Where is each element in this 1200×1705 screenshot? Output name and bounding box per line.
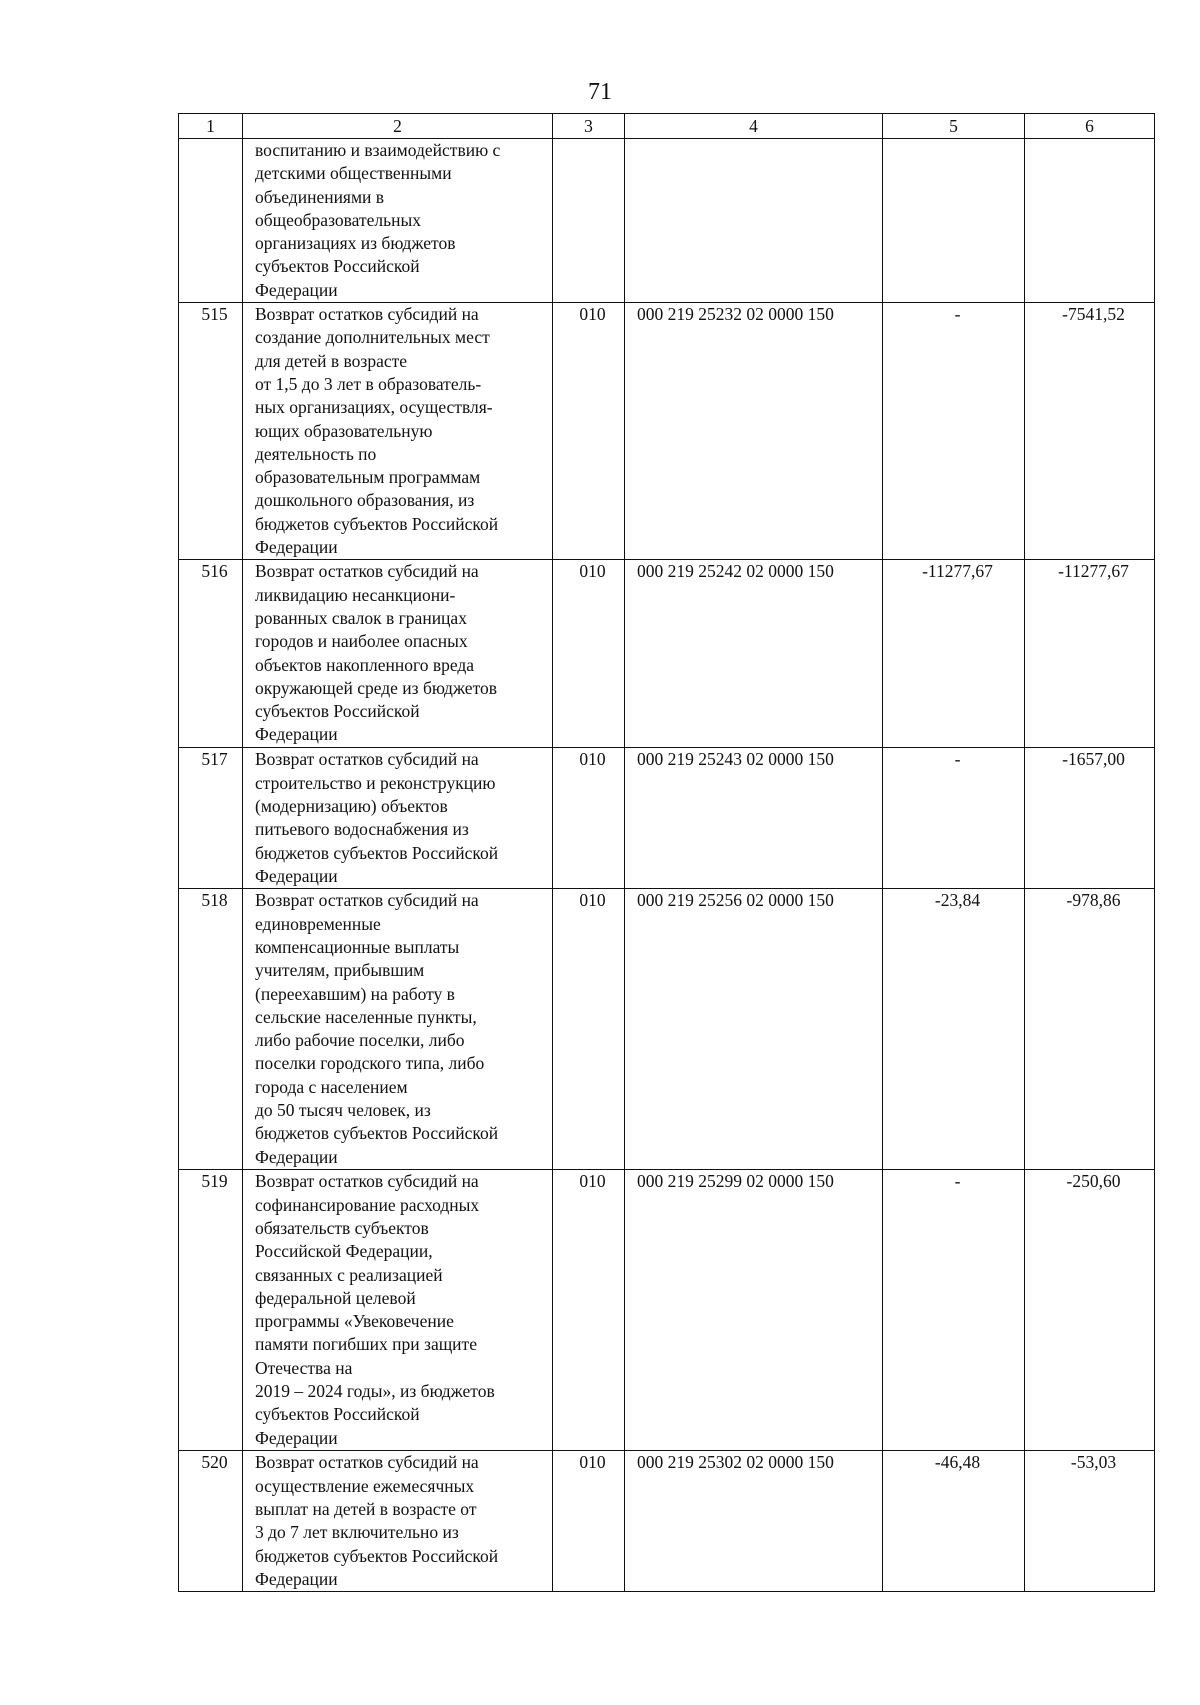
description-line: Возврат остатков субсидий на (255, 561, 479, 582)
description-line: объединениями в (255, 186, 385, 207)
table-row (179, 748, 1155, 889)
row-col3: 010 (553, 748, 625, 889)
description-line: деятельность по (255, 443, 377, 464)
description-line: воспитанию и взаимодействию с (255, 140, 501, 160)
table-row (179, 889, 1155, 1170)
row-col6: -53,03 (1025, 1451, 1155, 1592)
row-col3 (553, 139, 625, 303)
table-row (179, 1170, 1155, 1451)
description-line: рованных свалок в границах (255, 607, 467, 628)
description-line: бюджетов субъектов Российской (255, 513, 499, 534)
description-line: ных организациях, осуществля- (255, 397, 493, 418)
description-line: Федерации (255, 1568, 338, 1589)
row-col5: -11277,67 (883, 560, 1025, 748)
row-col6: -978,86 (1025, 889, 1155, 1170)
description-line: бюджетов субъектов Российской (255, 1545, 499, 1566)
row-number: 516 (179, 560, 243, 748)
row-col5: -23,84 (883, 889, 1025, 1170)
description-line: 3 до 7 лет включительно из (255, 1522, 459, 1543)
header-col-4: 4 (625, 114, 883, 139)
row-number (179, 139, 243, 303)
description-line: окружающей среде из бюджетов (255, 677, 498, 698)
description-line: субъектов Российской (255, 256, 420, 277)
header-col-1: 1 (179, 114, 243, 139)
description-line: либо рабочие поселки, либо (255, 1030, 465, 1051)
row-col6 (1025, 139, 1155, 303)
row-number: 518 (179, 889, 243, 1170)
description-line: Федерации (255, 1427, 338, 1448)
header-col-2: 2 (243, 114, 553, 139)
row-col5: - (883, 1170, 1025, 1451)
row-number: 515 (179, 303, 243, 560)
row-number: 520 (179, 1451, 243, 1592)
row-col3: 010 (553, 889, 625, 1170)
description-line: программы «Увековечение (255, 1311, 454, 1332)
description-line: ющих образовательную (255, 420, 433, 441)
description-line: сельские населенные пункты, (255, 1006, 477, 1027)
description-line: софинансирование расходных (255, 1194, 480, 1215)
description-line: организациях из бюджетов (255, 233, 456, 254)
description-line: Возврат остатков субсидий на (255, 1171, 479, 1192)
row-col3: 010 (553, 1451, 625, 1592)
row-description (243, 139, 553, 303)
row-col5 (883, 139, 1025, 303)
row-code: 000 219 25256 02 0000 150 (625, 889, 883, 1170)
table-row-continuation (179, 139, 1155, 303)
description-line: от 1,5 до 3 лет в образователь- (255, 373, 482, 394)
description-line: создание дополнительных мест (255, 327, 490, 348)
row-code: 000 219 25232 02 0000 150 (625, 303, 883, 560)
description-line: Возврат остатков субсидий на (255, 304, 479, 325)
description-line: субъектов Российской (255, 701, 420, 722)
table-row (179, 303, 1155, 560)
budget-table (178, 113, 1155, 1592)
description-line: до 50 тысяч человек, из (255, 1100, 431, 1121)
row-number: 517 (179, 748, 243, 889)
description-line: дошкольного образования, из (255, 490, 475, 511)
description-line: Федерации (255, 1146, 338, 1167)
description-line: бюджетов субъектов Российской (255, 1123, 499, 1144)
description-line: города с населением (255, 1076, 408, 1097)
description-line: памяти погибших при защите (255, 1334, 477, 1355)
description-line: Федерации (255, 724, 338, 745)
row-description (243, 1170, 553, 1451)
row-col3: 010 (553, 303, 625, 560)
description-line: объектов накопленного вреда (255, 654, 475, 675)
description-line: Возврат остатков субсидий на (255, 1452, 479, 1473)
description-line: Отечества на (255, 1357, 353, 1378)
row-description (243, 748, 553, 889)
row-col5: - (883, 303, 1025, 560)
row-col5: - (883, 748, 1025, 889)
description-line: Федерации (255, 865, 338, 886)
row-col6: -7541,52 (1025, 303, 1155, 560)
row-col6: -11277,67 (1025, 560, 1155, 748)
description-line: Возврат остатков субсидий на (255, 890, 479, 911)
row-description (243, 889, 553, 1170)
description-line: питьевого водоснабжения из (255, 819, 469, 840)
table-row (179, 1451, 1155, 1592)
description-line: 2019 – 2024 годы», из бюджетов (255, 1381, 495, 1402)
description-line: (переехавшим) на работу в (255, 983, 455, 1004)
page-number: 71 (588, 79, 612, 105)
description-line: образовательным программам (255, 467, 481, 488)
description-line: детскими общественными (255, 163, 452, 184)
description-line: обязательств субъектов (255, 1217, 429, 1238)
header-row (179, 114, 1155, 139)
header-col-5: 5 (883, 114, 1025, 139)
row-col6: -1657,00 (1025, 748, 1155, 889)
description-line: учителям, прибывшим (255, 960, 425, 981)
row-code: 000 219 25242 02 0000 150 (625, 560, 883, 748)
row-col5: -46,48 (883, 1451, 1025, 1592)
description-line: выплат на детей в возрасте от (255, 1498, 477, 1519)
row-code (625, 139, 883, 303)
row-col3: 010 (553, 560, 625, 748)
row-description (243, 560, 553, 748)
description-line: для детей в возрасте (255, 350, 408, 371)
description-line: субъектов Российской (255, 1404, 420, 1425)
description-line: городов и наиболее опасных (255, 631, 468, 652)
row-col3: 010 (553, 1170, 625, 1451)
description-line: связанных с реализацией (255, 1264, 443, 1285)
row-code: 000 219 25299 02 0000 150 (625, 1170, 883, 1451)
description-line: строительство и реконструкцию (255, 772, 496, 793)
row-description (243, 1451, 553, 1592)
description-line: осуществление ежемесячных (255, 1475, 475, 1496)
description-line: Федерации (255, 279, 338, 300)
row-code: 000 219 25302 02 0000 150 (625, 1451, 883, 1592)
row-col6: -250,60 (1025, 1170, 1155, 1451)
row-description (243, 303, 553, 560)
description-line: ликвидацию несанкциони- (255, 584, 456, 605)
description-line: единовременные (255, 913, 381, 934)
description-line: бюджетов субъектов Российской (255, 842, 499, 863)
table-row (179, 560, 1155, 748)
description-line: (модернизацию) объектов (255, 795, 448, 816)
description-line: общеобразовательных (255, 209, 421, 230)
description-line: компенсационные выплаты (255, 936, 460, 957)
description-line: Федерации (255, 537, 338, 558)
header-col-3: 3 (553, 114, 625, 139)
row-number: 519 (179, 1170, 243, 1451)
description-line: поселки городского типа, либо (255, 1053, 485, 1074)
description-line: Российской Федерации, (255, 1241, 433, 1262)
header-col-6: 6 (1025, 114, 1155, 139)
description-line: федеральной целевой (255, 1287, 416, 1308)
description-line: Возврат остатков субсидий на (255, 749, 479, 770)
row-code: 000 219 25243 02 0000 150 (625, 748, 883, 889)
